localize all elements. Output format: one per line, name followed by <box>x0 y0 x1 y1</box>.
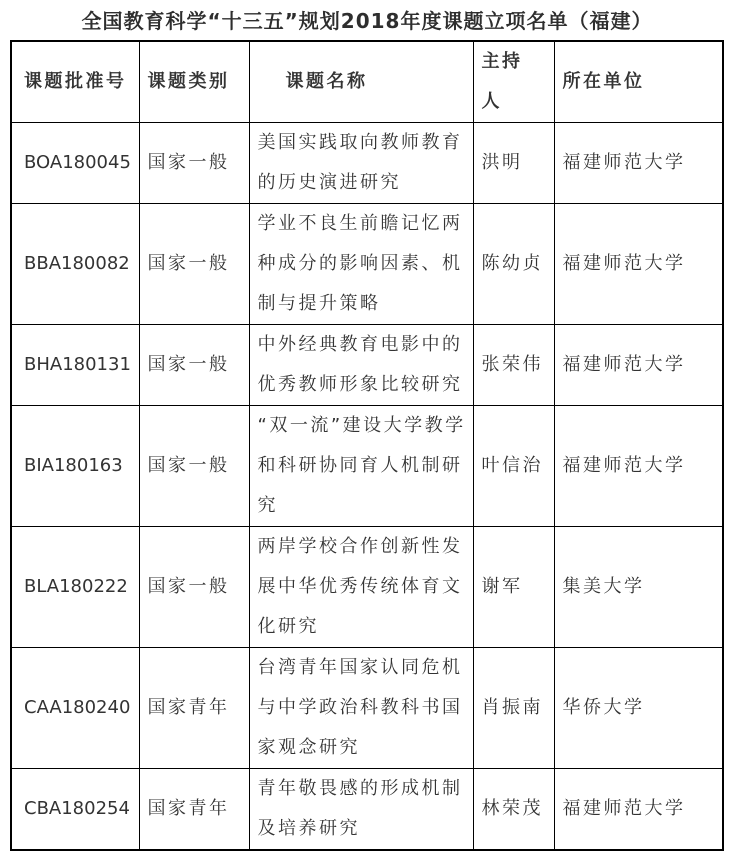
cell-unit: 福建师范大学 <box>554 406 723 527</box>
cell-approval-no: BLA180222 <box>11 527 139 648</box>
cell-unit: 福建师范大学 <box>554 204 723 325</box>
cell-leader: 林荣茂 <box>473 769 554 851</box>
table-row <box>11 204 723 325</box>
table-row <box>11 123 723 204</box>
cell-project-name: 青年敬畏感的形成机制及培养研究 <box>249 769 473 851</box>
header-leader-label: 主持人 <box>481 51 523 112</box>
cell-unit: 福建师范大学 <box>554 123 723 204</box>
cell-category: 国家一般 <box>139 527 249 648</box>
header-unit: 所在单位 <box>554 41 723 123</box>
table-row <box>11 406 723 527</box>
cell-unit: 华侨大学 <box>554 648 723 769</box>
header-leader <box>473 41 554 123</box>
document-page <box>0 8 734 851</box>
table-row <box>11 527 723 648</box>
cell-leader: 肖振南 <box>473 648 554 769</box>
cell-project-name: 美国实践取向教师教育的历史演进研究 <box>249 123 473 204</box>
page-title: 全国教育科学“十三五”规划2018年度课题立项名单（福建） <box>81 9 653 33</box>
cell-approval-no: CAA180240 <box>11 648 139 769</box>
cell-project-name: 学业不良生前瞻记忆两种成分的影响因素、机制与提升策略 <box>249 204 473 325</box>
cell-project-name: 台湾青年国家认同危机与中学政治科教科书国家观念研究 <box>249 648 473 769</box>
header-approval-no: 课题批准号 <box>11 41 139 123</box>
cell-unit: 福建师范大学 <box>554 769 723 851</box>
cell-leader: 张荣伟 <box>473 325 554 406</box>
cell-category: 国家一般 <box>139 406 249 527</box>
cell-approval-no: BBA180082 <box>11 204 139 325</box>
cell-approval-no: BHA180131 <box>11 325 139 406</box>
cell-category: 国家一般 <box>139 123 249 204</box>
cell-category: 国家青年 <box>139 648 249 769</box>
cell-category: 国家一般 <box>139 325 249 406</box>
cell-category: 国家青年 <box>139 769 249 851</box>
cell-project-name: “双一流”建设大学教学和科研协同育人机制研究 <box>249 406 473 527</box>
cell-unit: 福建师范大学 <box>554 325 723 406</box>
header-project-name: 课题名称 <box>249 41 473 123</box>
table-row <box>11 648 723 769</box>
table-row <box>11 325 723 406</box>
cell-approval-no: BIA180163 <box>11 406 139 527</box>
cell-project-name: 中外经典教育电影中的优秀教师形象比较研究 <box>249 325 473 406</box>
table-header-row <box>11 41 723 123</box>
cell-approval-no: CBA180254 <box>11 769 139 851</box>
project-list-table <box>10 40 724 851</box>
cell-project-name: 两岸学校合作创新性发展中华优秀传统体育文化研究 <box>249 527 473 648</box>
cell-unit: 集美大学 <box>554 527 723 648</box>
cell-leader: 叶信治 <box>473 406 554 527</box>
table-row <box>11 769 723 851</box>
cell-approval-no: BOA180045 <box>11 123 139 204</box>
header-category: 课题类别 <box>139 41 249 123</box>
cell-leader: 谢军 <box>473 527 554 648</box>
cell-category: 国家一般 <box>139 204 249 325</box>
cell-leader: 陈幼贞 <box>473 204 554 325</box>
cell-leader: 洪明 <box>473 123 554 204</box>
